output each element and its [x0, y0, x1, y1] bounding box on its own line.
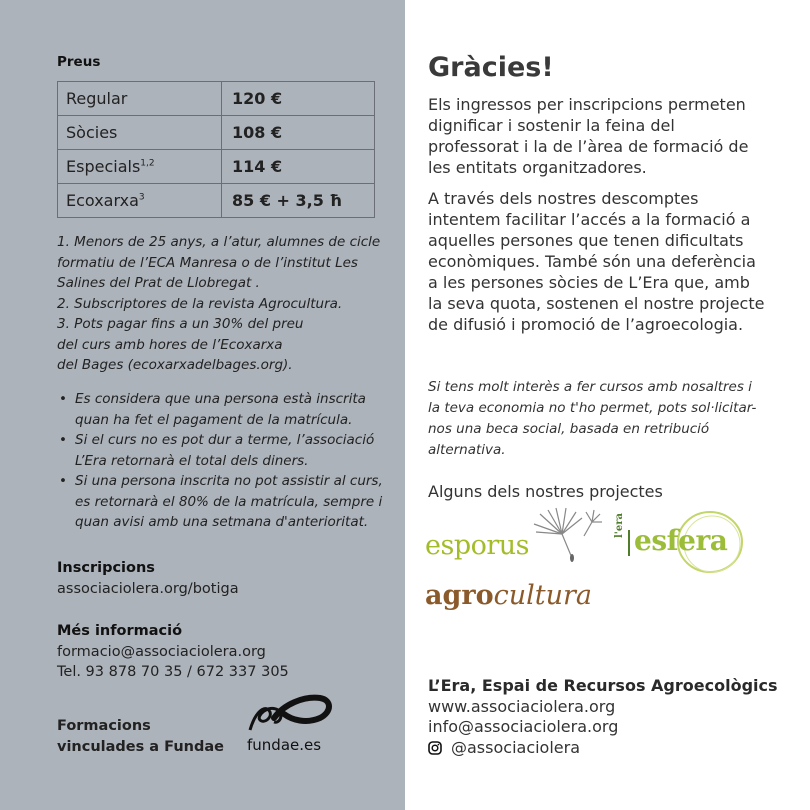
list-item: • Si el curs no es pot dur a terme, l’associació L’Era retornarà el total dels diners. — [59, 432, 375, 469]
price-value: 120 € — [222, 82, 375, 116]
table-row — [58, 150, 375, 184]
fundae-logo-text: fundae.es — [247, 736, 322, 754]
bullet-icon: • — [59, 391, 67, 407]
footnote-line: del curs amb hores de l’Ecoxarxa — [57, 336, 283, 353]
esporus-logo-text: esporus — [425, 530, 530, 561]
intro-paragraph: Els ingressos per inscripcions permeten dignificar i sostenir la feina del professorat i la de l’àrea de formació de les entitats organitzadores. — [428, 95, 749, 177]
footnote-line: formatiu de l’ECA Manresa o de l’institut Les — [57, 254, 358, 271]
footnote-line: 2. Subscriptores de la revista Agrocultura. — [57, 295, 343, 312]
instagram-icon — [428, 741, 442, 755]
divider — [628, 530, 630, 556]
price-label: Ecoxarxa$^3$ — [58, 184, 222, 218]
agrocultura-logo[interactable]: agrocultura — [425, 580, 592, 611]
price-label: Sòcies — [58, 116, 222, 150]
footnote-line: 1. Menors de 25 anys, a l’atur, alumnes de cicle — [57, 234, 381, 250]
footnote-ref: 1,2 — [140, 158, 155, 169]
footnote-line: Salines del Prat de Llobregat . — [57, 275, 260, 291]
esfera-logo-text: esfera — [634, 524, 728, 557]
esfera-logo[interactable] — [612, 508, 750, 578]
fundae-symbol-icon — [244, 690, 336, 736]
table-row — [58, 116, 375, 150]
email-link[interactable]: info@associaciolera.org — [428, 717, 619, 736]
scholarship-note: Si tens molt interès a fer cursos amb nosaltres i la teva economia no t'ho permet, pots sol·licitar-nos una beca social, basada en retribució alternativa. — [428, 379, 757, 458]
discounts-paragraph: A través dels nostres descomptes intentem facilitar l’accés a la formació a aquelles persones que tenen dificultats econòmiques. També són una deferència a les persones sòcies de L’Era que, amb la seva quota, sostenen el nostre projecte de difusió i promoció de l’agroecologia. — [428, 189, 765, 334]
list-item: • Es considera que una persona està inscrita quan ha fet el pagament de la matrícula. — [59, 391, 366, 428]
more-info-title: Més informació — [57, 623, 183, 639]
bullet-icon: • — [59, 432, 67, 448]
prices-title: Preus — [57, 54, 101, 70]
page-title: Gràcies! — [428, 52, 554, 83]
list-item: • Si una persona inscrita no pot assistir al curs, es retornarà el 80% de la matrícula, sempre i quan avisi amb una setmana d'anterioritat. — [59, 473, 383, 530]
table-row — [58, 184, 375, 218]
footnotes — [57, 232, 387, 376]
dandelion-seed-icon — [422, 506, 607, 564]
more-info-section — [57, 621, 289, 683]
price-value: 85 € + 3,5 ħ — [222, 184, 375, 218]
footnote-line: del Bages (ecoxarxadelbages.org). — [57, 357, 293, 373]
inscriptions-section — [57, 558, 239, 599]
fundae-text: Formacions vinculades a Fundae — [57, 718, 224, 755]
lera-prefix: l'era — [614, 513, 625, 538]
price-value: 108 € — [222, 116, 375, 150]
conditions-list — [57, 389, 387, 533]
inscriptions-title: Inscripcions — [57, 560, 155, 576]
price-label: Regular — [58, 82, 222, 116]
organization-name: L’Era, Espai de Recursos Agroecològics — [428, 676, 778, 695]
website-link[interactable]: www.associaciolera.org — [428, 696, 616, 716]
inscriptions-link[interactable]: associaciolera.org/botiga — [57, 580, 239, 597]
footnote-line: 3. Pots pagar fins a un 30% del preu — [57, 316, 304, 332]
esporus-logo[interactable] — [422, 506, 607, 564]
instagram-link[interactable]: @associaciolera — [428, 738, 778, 759]
price-label: Especials$^{1,2}$ — [58, 150, 222, 184]
more-info-email[interactable]: formacio@associaciolera.org — [57, 643, 266, 660]
table-row — [58, 82, 375, 116]
prices-table — [57, 81, 375, 218]
bullet-icon: • — [59, 473, 67, 489]
projects-title: Alguns dels nostres projectes — [428, 482, 663, 501]
footnote-ref: 3 — [138, 192, 145, 203]
more-info-phone: Tel. 93 878 70 35 / 672 337 305 — [57, 664, 289, 680]
fundae-logo — [244, 690, 336, 754]
organization-contact — [428, 676, 778, 758]
price-value: 114 € — [222, 150, 375, 184]
